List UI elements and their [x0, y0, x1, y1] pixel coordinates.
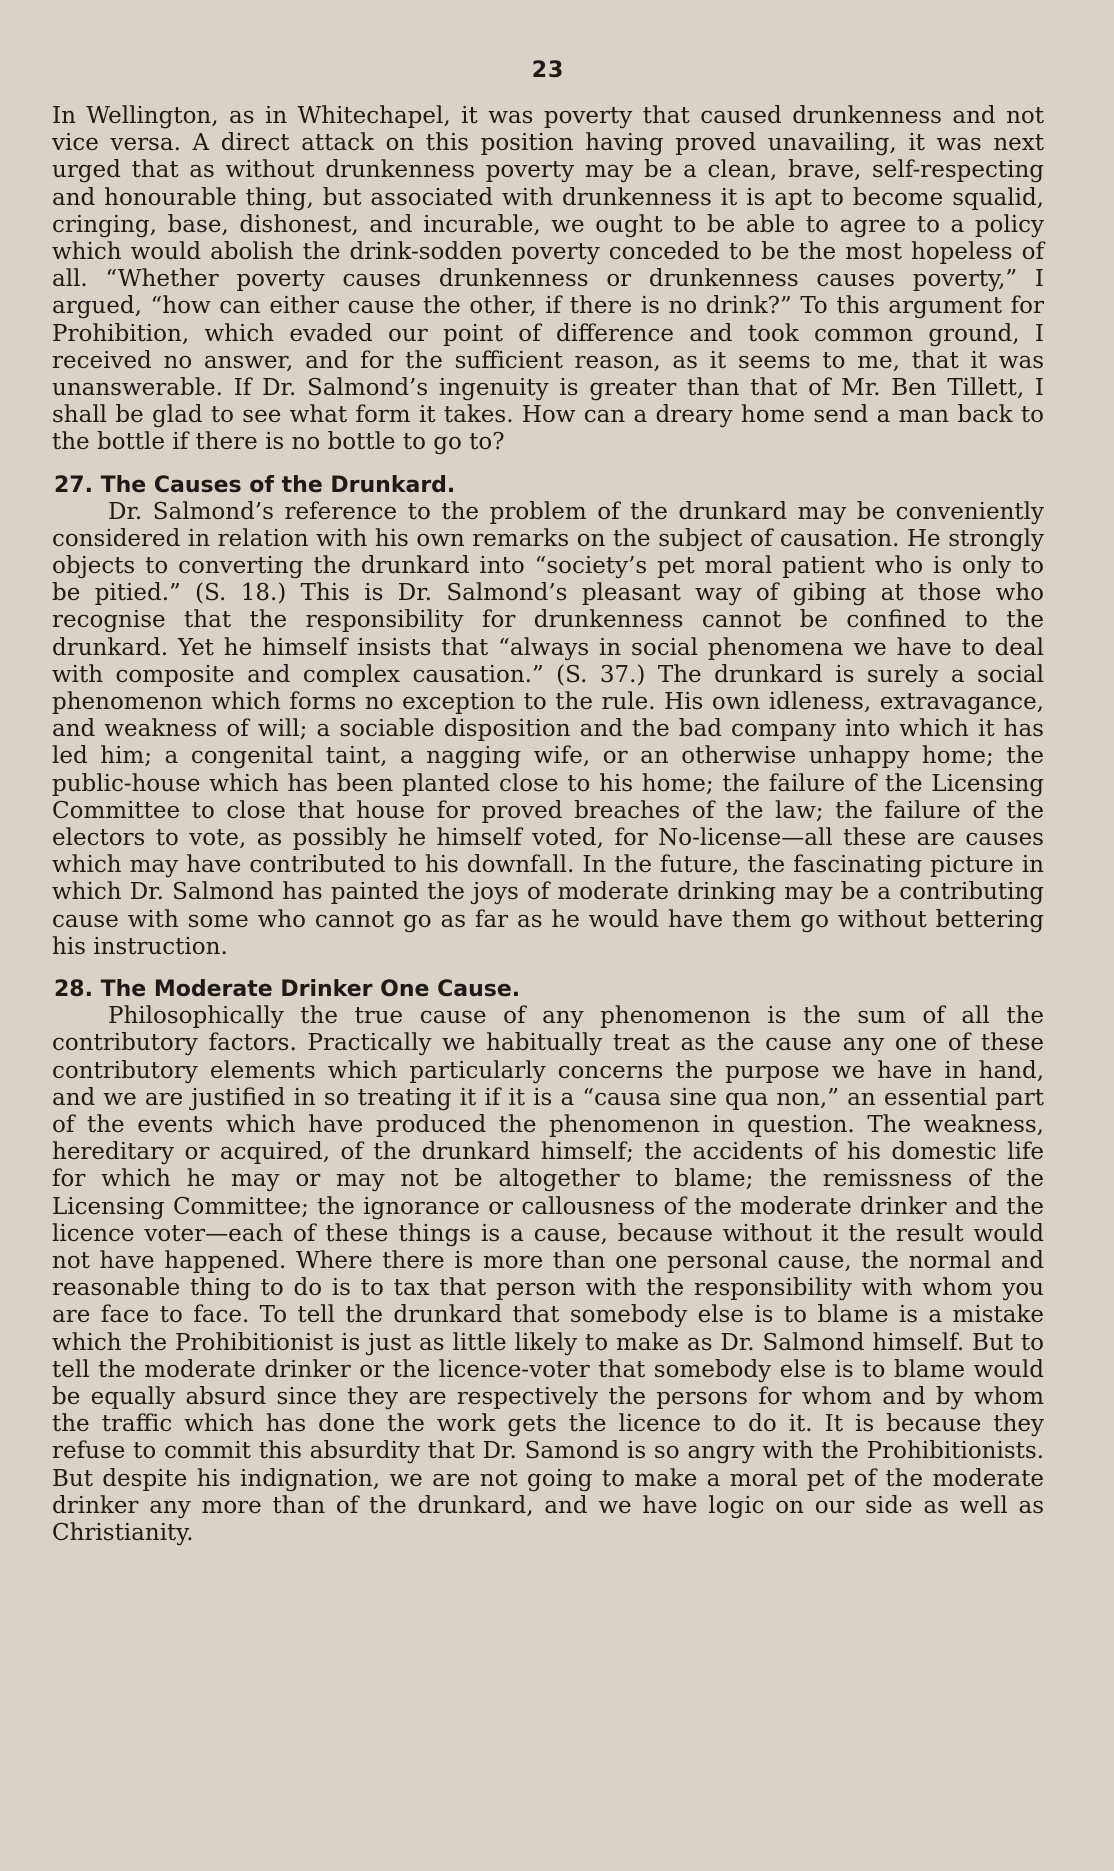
section-27-body: Dr. Salmond’s reference to the problem of the drunkard may be conveniently considered in relation with his own remarks on the subject of causation. He strongly objects to converting the drunkard into “society’s pet moral patient who is only to be pitied.” (S. 18.) This is Dr. Salmond’s pleasant way of gibing at those who recognise that the responsibility for drunkenness cannot be confined to the drunkard. Yet he himself insists that “always in social phenomena we have to deal with composite and complex causation.” (S. 37.) The drunkard is surely a social phenomenon which forms no exception to the rule. His own idleness, extravagance, and weakness of will; a sociable disposition and the bad company into which it has led him; a congenital taint, a nagging wife, or an otherwise unhappy home; the public-house which has been planted close to his home; the failure of the Licensing Committee to close that house for proved breaches of the law; the failure of the electors to vote, as possibly he himself voted, for No-license—all these are causes which may have contributed to his downfall. In the future, the fascinating picture in which Dr. Salmond has painted the joys of moderate drinking may be a contributing cause with some who cannot go as far as he would have them go without bettering his instruction. [52, 498, 1044, 960]
page-number: 23 [531, 58, 565, 83]
section-28-body: Philosophically the true cause of any phenomenon is the sum of all the contributory factors. Practically we habitually treat as the cause any one of these contributory elements which particularly concerns the purpose we have in hand, and we are justified in so treating it if it is a “causa sine qua non,” an essential part of the events which have produced the phenomenon in question. The weakness, hereditary or acquired, of the drunkard himself; the accidents of his domestic life for which he may or may not be altogether to blame; the remissness of the Licensing Committee; the ignorance or callousness of the moderate drinker and the licence voter—each of these things is a cause, because without it the result would not have happened. Where there is more than one personal cause, the normal and reasonable thing to do is to tax that person with the responsibility with whom you are face to face. To tell the drunkard that somebody else is to blame is a mistake which the Prohibitionist is just as little likely to make as Dr. Salmond himself. But to tell the moderate drinker or the licence-voter that somebody else is to blame would be equally absurd since they are respectively the persons for whom and by whom the traffic which has done the work gets the licence to do it. It is because they refuse to commit this absurdity that Dr. Samond is so angry with the Prohibitionists. But despite his indignation, we are not going to make a moral pet of the moderate drinker any more than of the drunkard, and we have logic on our side as well as Christianity. [52, 1003, 1044, 1546]
section-28-heading: 28. The Moderate Drinker One Cause. [54, 977, 521, 1003]
section-27-heading: 27. The Causes of the Drunkard. [54, 472, 456, 498]
paragraph-wellington: In Wellington, as in Whitechapel, it was poverty that caused drunkenness and not vice versa. A direct attack on this position having proved unavailing, it was next urged that as without drunkenness poverty may be a clean, brave, self-respecting and honourable thing, but associated with drunkenness it is apt to become squalid, cringing, base, dishonest, and incurable, we ought to be able to agree to a policy which would abolish the drink-sodden poverty conceded to be the most hopeless of all. “Whether poverty causes drunkenness or drunkenness causes poverty,” I argued, “how can either cause the other, if there is no drink?” To this argument for Prohibition, which evaded our point of difference and took common ground, I received no answer, and for the sufficient reason, as it seems to me, that it was unanswerable. If Dr. Salmond’s ingenuity is greater than that of Mr. Ben Tillett, I shall be glad to see what form it takes. How can a dreary home send a man back to the bottle if there is no bottle to go to? [52, 103, 1044, 456]
